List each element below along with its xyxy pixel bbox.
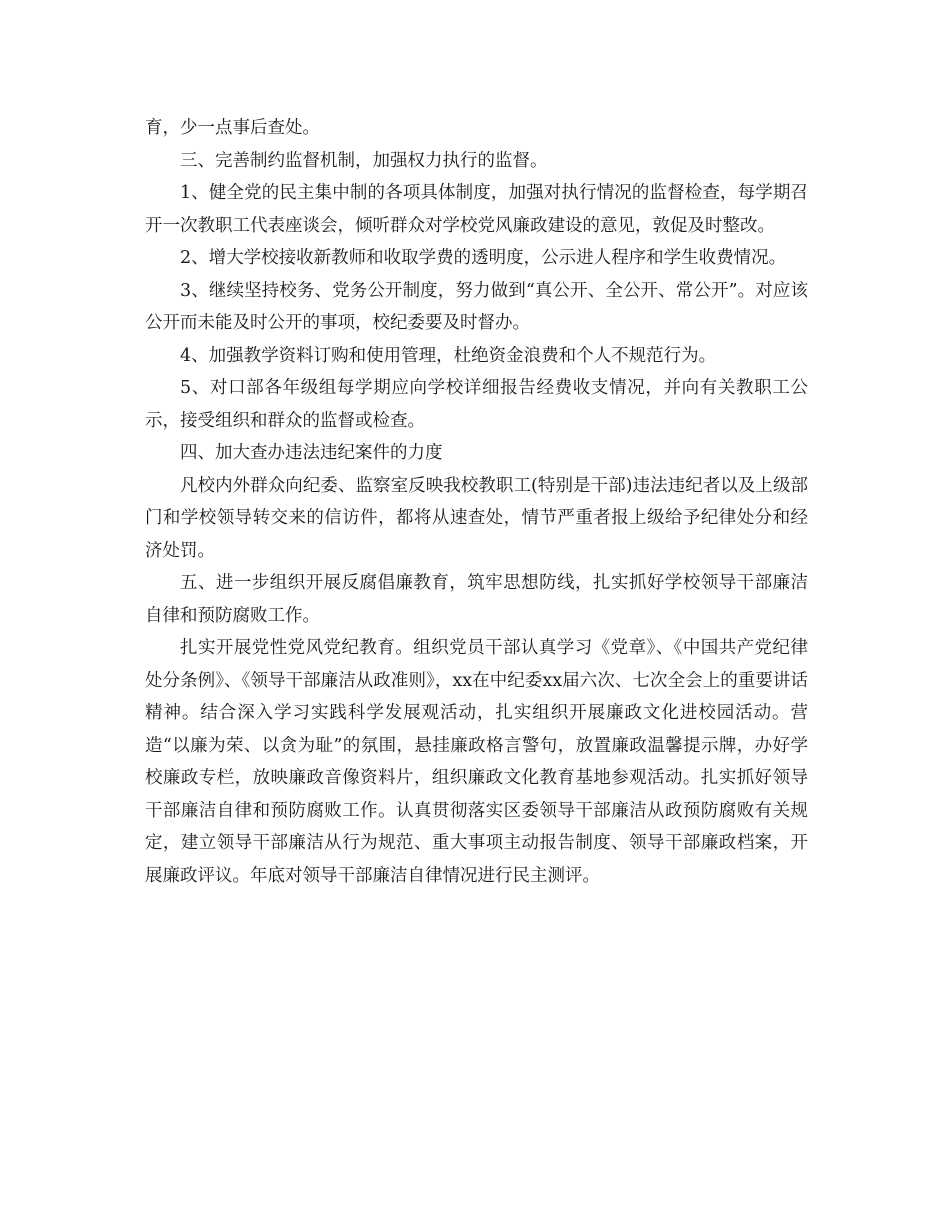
list-item-4: 4、加强教学资料订购和使用管理，杜绝资金浪费和个人不规范行为。: [180, 345, 717, 366]
paragraph-3: 扎实开展党性党风党纪教育。组织党员干部认真学习《党章》、《中国共产党纪律处分条例》、《领导干部廉洁从政准则》，xx在中纪委xx届六次、七次全会上的重要讲话精神。结合深入学习实践科学发展观活动，扎实组织开展廉政文化进校园活动。营造“以廉为荣、以贪为耻”的氛围，悬挂廉政格言警句，放置廉政温馨提示牌，办好学校廉政专栏，放映廉政音像资料片，组织廉政文化教育基地参观活动。扎实抓好领导干部廉洁自律和预防腐败工作。认真贯彻落实区委领导干部廉洁从政预防腐败有关规定，建立领导干部廉洁从行为规范、重大事项主动报告制度、领导干部廉政档案，开展廉政评议。年底对领导干部廉洁自律情况进行民主测评。: [145, 638, 808, 886]
section-heading-4: 四、加大查办违法违纪案件的力度: [180, 443, 443, 463]
list-item-2: 2、增大学校接收新教师和收取学费的透明度，公示进人程序和学生收费情况。: [180, 248, 787, 268]
list-item-3: 3、继续坚持校务、党务公开制度，努力做到“真公开、全公开、常公开”。对应该公开而未能及时公开的事项，校纪委要及时督办。: [145, 280, 808, 333]
section-heading-3: 三、完善制约监督机制，加强权力执行的监督。: [180, 150, 548, 171]
section-heading-5: 五、进一步组织开展反腐倡廉教育，筑牢思想防线，扎实抓好学校领导干部廉洁自律和预防腐败工作。: [145, 573, 808, 626]
paragraph-1: 育，少一点事后查处。: [145, 118, 320, 138]
list-item-1: 1、健全党的民主集中制的各项具体制度，加强对执行情况的监督检查，每学期召开一次教职工代表座谈会，倾听群众对学校党风廉政建设的意见，敦促及时整改。: [145, 183, 808, 236]
document-page: [145, 112, 808, 892]
list-item-5: 5、对口部各年级组每学期应向学校详细报告经费收支情况，并向有关教职工公示，接受组织和群众的监督或检查。: [145, 378, 808, 431]
paragraph-2: 凡校内外群众向纪委、监察室反映我校教职工(特别是干部)违法违纪者以及上级部门和学校领导转交来的信访件，都将从速查处，情节严重者报上级给予纪律处分和经济处罚。: [145, 475, 808, 561]
